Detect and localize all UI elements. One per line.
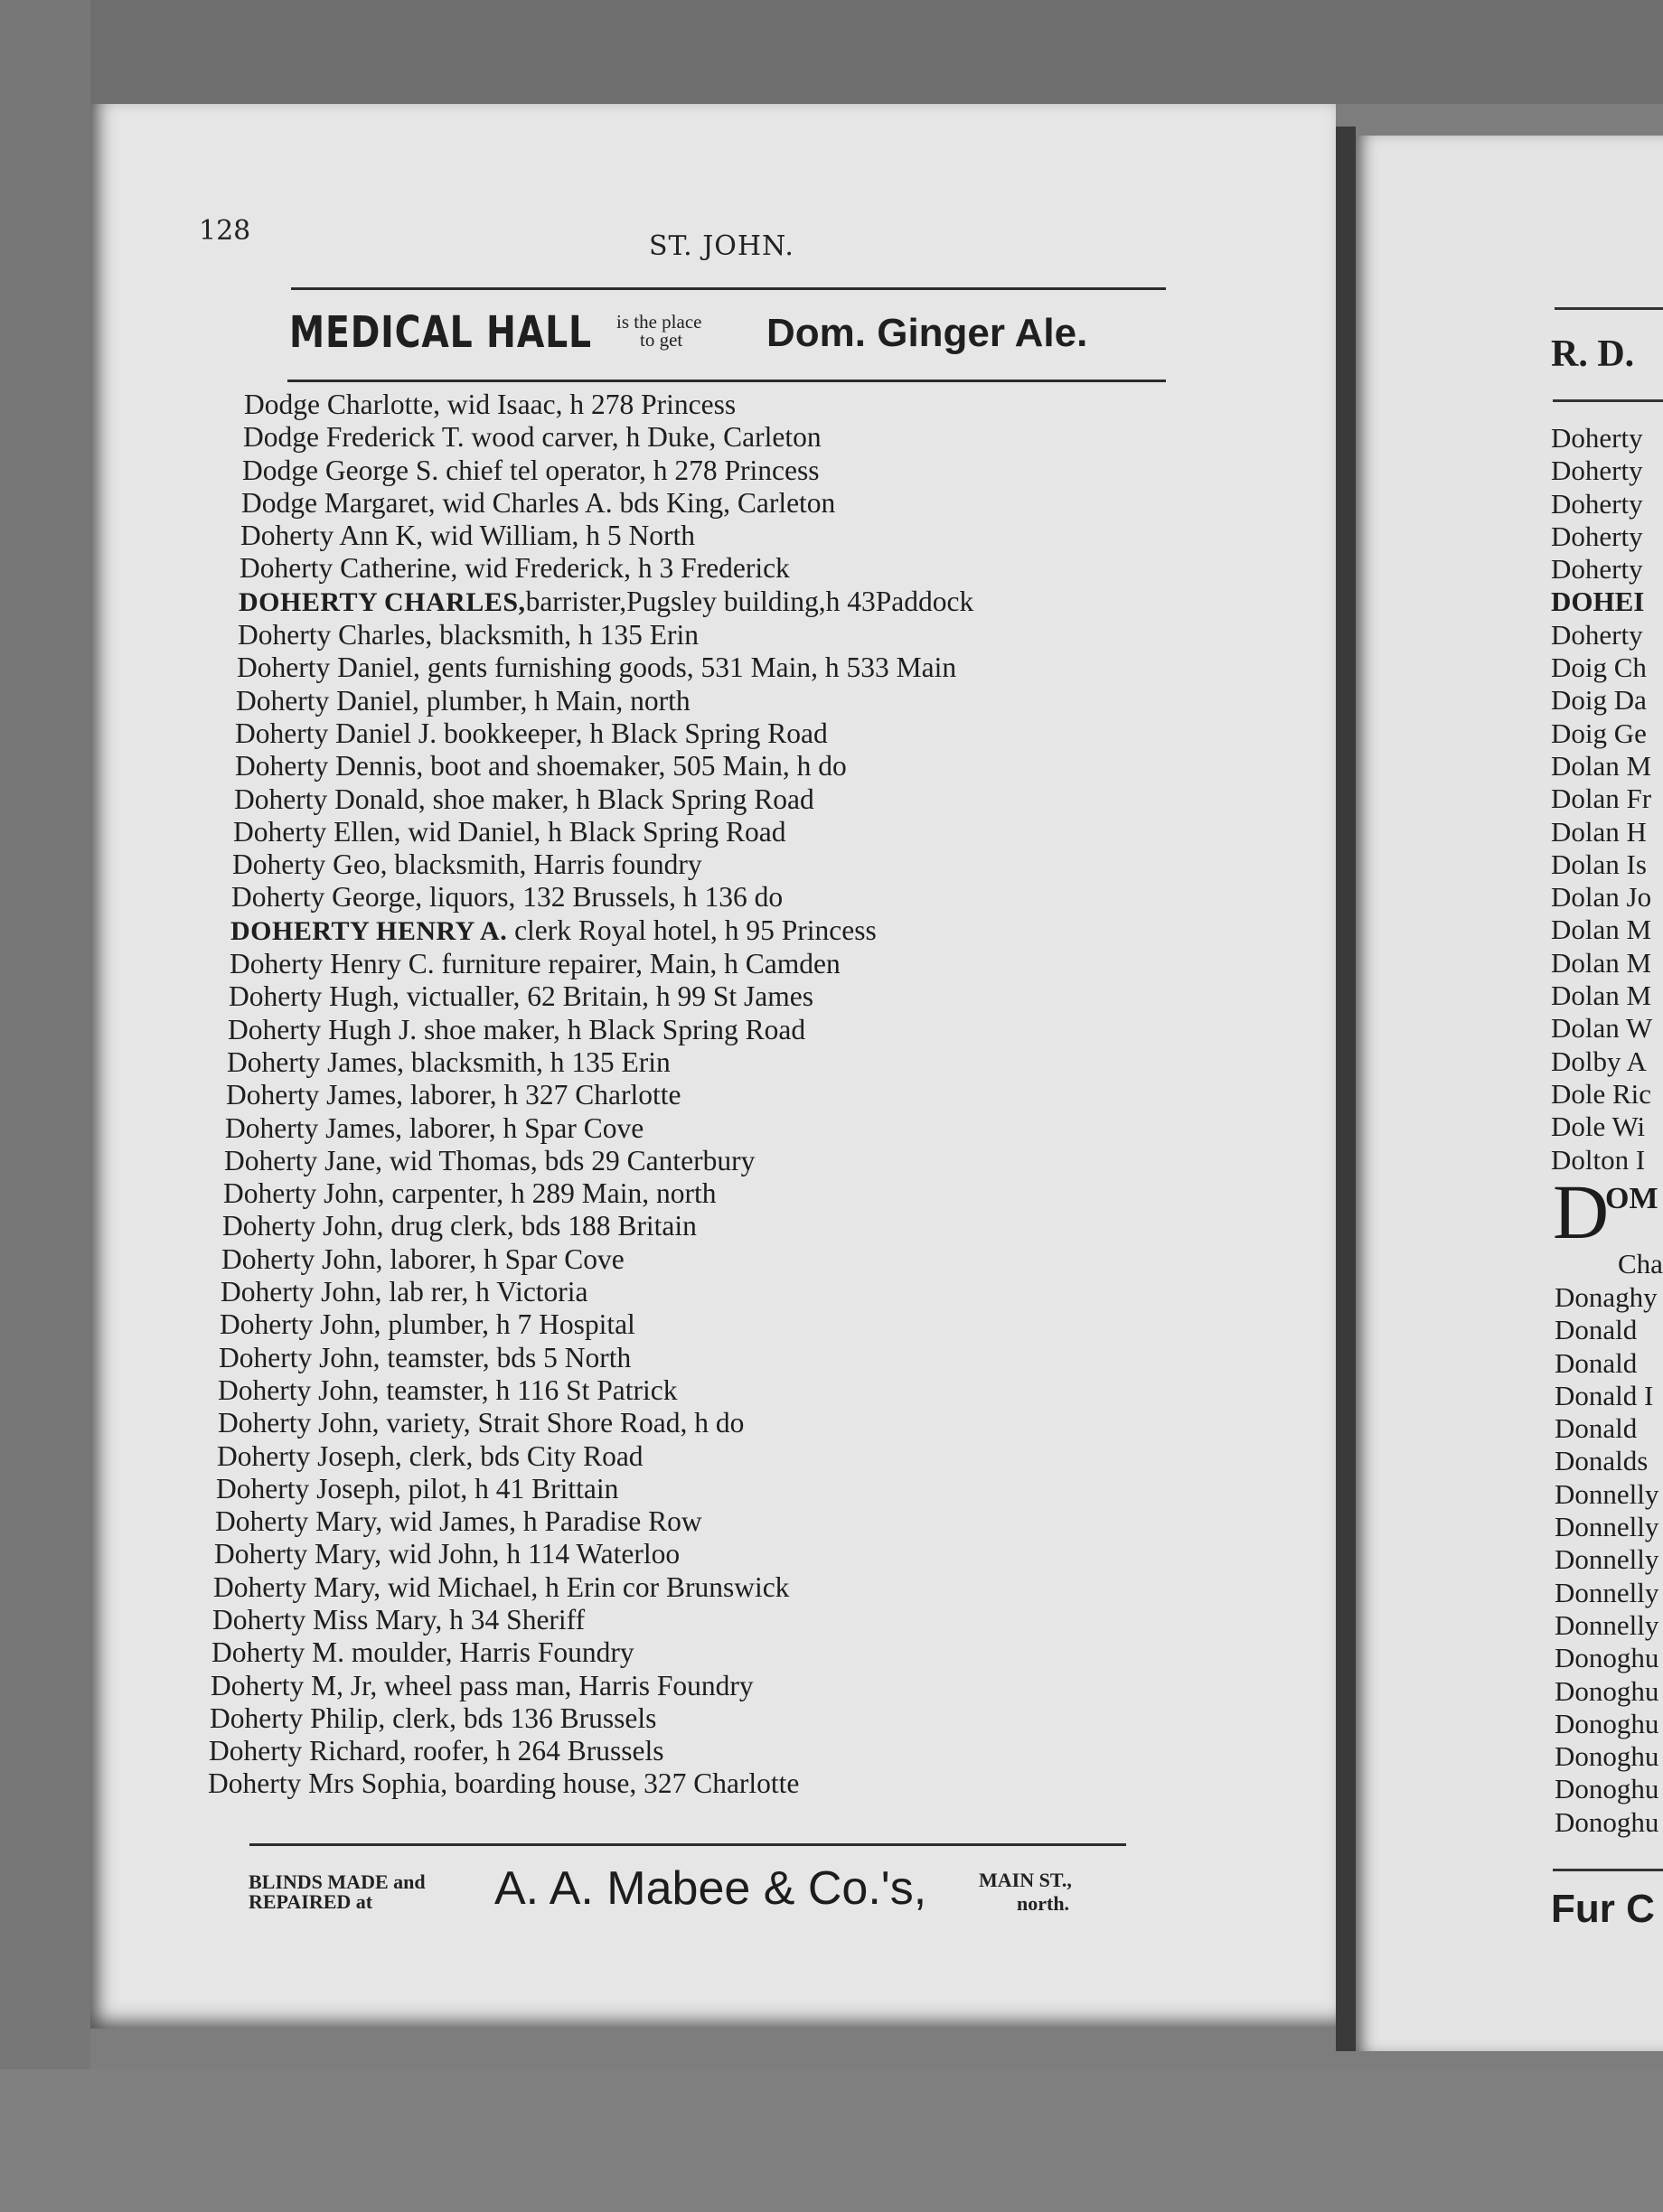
directory-entry bbox=[209, 1735, 1202, 1767]
directory-entry bbox=[213, 1571, 1202, 1604]
entry-text: Doherty Jane, wid Thomas, bds 29 Canterbury bbox=[224, 1144, 756, 1176]
right-entry: Doherty bbox=[1551, 553, 1643, 586]
right-entry: Donoghu bbox=[1555, 1642, 1659, 1674]
directory-entry bbox=[211, 1670, 1202, 1702]
directory-entry bbox=[221, 1276, 1202, 1308]
entry-text: Doherty Mary, wid James, h Paradise Row bbox=[215, 1505, 702, 1538]
directory-entry bbox=[243, 421, 1202, 454]
right-entry: Donoghu bbox=[1555, 1674, 1659, 1707]
entry-text: Doherty M. moulder, Harris Foundry bbox=[211, 1636, 634, 1669]
right-entry: Doherty bbox=[1551, 455, 1643, 487]
directory-entry bbox=[238, 619, 1202, 651]
entry-text: Doherty John, drug clerk, bds 188 Britain bbox=[222, 1210, 697, 1242]
entry-bold-name: DOHERTY CHARLES, bbox=[239, 586, 526, 617]
entry-text: Doherty Mary, wid Michael, h Erin cor Brunswick bbox=[213, 1570, 790, 1603]
entry-text: Doherty Daniel, gents furnishing goods, 531 Main, h 533 Main bbox=[237, 651, 957, 684]
right-footer-rule bbox=[1553, 1869, 1663, 1871]
entry-text: Doherty Joseph, pilot, h 41 Brittain bbox=[216, 1472, 619, 1504]
right-entry: Donaghy bbox=[1555, 1281, 1658, 1313]
directory-entry bbox=[235, 717, 1202, 750]
entry-text: Doherty Charles, blacksmith, h 135 Erin bbox=[238, 619, 700, 651]
entry-text: Doherty Richard, roofer, h 264 Brussels bbox=[209, 1735, 664, 1767]
right-entry: Doig Ge bbox=[1551, 717, 1647, 749]
directory-entry bbox=[212, 1604, 1202, 1636]
entry-text: Doherty James, blacksmith, h 135 Erin bbox=[227, 1045, 671, 1078]
entry-text: Doherty James, laborer, h Spar Cove bbox=[225, 1111, 644, 1144]
entry-text: Doherty Miss Mary, h 34 Sheriff bbox=[212, 1603, 586, 1636]
scan-border-bottom bbox=[0, 2069, 1663, 2212]
entry-text: Dodge George S. chief tel operator, h 278 Princess bbox=[242, 454, 820, 486]
right-entry: Dolan M bbox=[1551, 749, 1652, 782]
right-entry: Dole Wi bbox=[1551, 1111, 1646, 1143]
right-entry: Dolan Jo bbox=[1551, 881, 1652, 914]
right-entry: Donald bbox=[1555, 1412, 1638, 1445]
right-entry: Dolan M bbox=[1551, 979, 1652, 1012]
directory-entry bbox=[229, 980, 1202, 1013]
scan-border-top bbox=[0, 0, 1663, 104]
right-entry: Donalds bbox=[1555, 1445, 1649, 1477]
right-entry: Doig Ch bbox=[1551, 651, 1647, 684]
ad-tagline-line2: to get bbox=[640, 329, 683, 351]
directory-entry bbox=[233, 816, 1202, 848]
directory-entry bbox=[227, 1046, 1202, 1079]
right-entry: Dolby A bbox=[1551, 1045, 1647, 1077]
directory-entry bbox=[220, 1308, 1202, 1341]
directory-entry bbox=[240, 520, 1202, 552]
directory-entry bbox=[231, 881, 1202, 914]
scan-border-left bbox=[0, 0, 90, 2212]
right-entry: Doherty bbox=[1551, 422, 1643, 454]
entry-text: Doherty Catherine, wid Frederick, h 3 Frederick bbox=[240, 552, 790, 585]
directory-entry bbox=[211, 1636, 1202, 1669]
bottom-advertisement bbox=[249, 1861, 1152, 1934]
right-page-entries-top bbox=[1551, 422, 1663, 1176]
right-entry: Donnelly bbox=[1555, 1477, 1659, 1510]
entry-text: Doherty Hugh, victualler, 62 Britain, h 99 St James bbox=[229, 980, 814, 1013]
right-header-rule bbox=[1555, 307, 1663, 310]
right-entry: Dole Ric bbox=[1551, 1077, 1652, 1110]
entry-bold-name: DOHERTY HENRY A. bbox=[230, 915, 508, 946]
right-entry: Dolan M bbox=[1551, 946, 1652, 979]
entry-text: Dodge Margaret, wid Charles A. bds King, Carleton bbox=[241, 486, 836, 519]
right-entry: Donnelly bbox=[1555, 1608, 1659, 1641]
entry-text: Doherty Mary, wid John, h 114 Waterloo bbox=[214, 1538, 681, 1570]
section-heading-rest: OM bbox=[1605, 1182, 1658, 1215]
entry-text: Doherty Henry C. furniture repairer, Main, h Camden bbox=[230, 948, 841, 980]
section-drop-initial: D bbox=[1553, 1168, 1610, 1255]
entry-text: Doherty James, laborer, h 327 Charlotte bbox=[226, 1079, 681, 1111]
directory-entry bbox=[240, 552, 1202, 585]
right-entry: Donoghu bbox=[1555, 1740, 1659, 1773]
right-entry: Donald I bbox=[1555, 1379, 1654, 1411]
directory-entry bbox=[230, 948, 1202, 980]
directory-entry bbox=[239, 586, 1202, 619]
directory-entry bbox=[221, 1243, 1202, 1276]
entry-text: Doherty John, plumber, h 7 Hospital bbox=[220, 1308, 635, 1341]
directory-entry bbox=[217, 1440, 1202, 1473]
entry-text: clerk Royal hotel, h 95 Princess bbox=[507, 914, 877, 946]
right-entry: Doherty bbox=[1551, 487, 1643, 520]
entry-text: Doherty Daniel, plumber, h Main, north bbox=[236, 684, 691, 717]
right-entry: Donald bbox=[1555, 1346, 1638, 1379]
right-entry: Donoghu bbox=[1555, 1773, 1659, 1805]
directory-entry bbox=[218, 1407, 1202, 1439]
entry-text: Doherty John, teamster, h 116 St Patrick bbox=[218, 1373, 678, 1406]
right-entry: Dolton I bbox=[1551, 1143, 1646, 1176]
directory-entry bbox=[230, 914, 1202, 948]
entry-text: Doherty Ellen, wid Daniel, h Black Spring Road bbox=[233, 815, 786, 848]
running-head: ST. JOHN. bbox=[649, 230, 794, 262]
directory-entry bbox=[223, 1177, 1202, 1210]
top-advertisement bbox=[289, 298, 1166, 370]
right-entry: Donoghu bbox=[1555, 1707, 1659, 1739]
right-entry: Donnelly bbox=[1555, 1576, 1659, 1608]
ad-firm-name: A. A. Mabee & Co.'s, bbox=[494, 1862, 927, 1915]
directory-entry bbox=[216, 1473, 1202, 1505]
page-number: 128 bbox=[199, 215, 251, 247]
entry-text: Doherty John, carpenter, h 289 Main, north bbox=[223, 1177, 717, 1210]
entry-text: Doherty Daniel J. bookkeeper, h Black Spring Road bbox=[235, 717, 828, 749]
right-entry: Doig Da bbox=[1551, 684, 1647, 717]
entry-text: barrister,Pugsley building,h 43Paddock bbox=[525, 585, 974, 617]
directory-entry bbox=[214, 1538, 1202, 1570]
entry-text: Doherty Hugh J. shoe maker, h Black Spring Road bbox=[228, 1013, 806, 1045]
directory-entry bbox=[208, 1767, 1202, 1800]
entry-text: Doherty Philip, clerk, bds 136 Brussels bbox=[210, 1701, 657, 1734]
directory-entry bbox=[215, 1505, 1202, 1538]
entry-text: Doherty John, teamster, bds 5 North bbox=[219, 1341, 632, 1373]
directory-entry bbox=[234, 783, 1202, 816]
header-rule bbox=[291, 287, 1166, 290]
directory-entry bbox=[222, 1210, 1202, 1242]
directory-entry bbox=[232, 848, 1202, 881]
ad-lead-line1: BLINDS MADE and bbox=[249, 1870, 426, 1893]
right-page-footer: Fur C bbox=[1551, 1887, 1655, 1931]
book-gutter bbox=[1336, 127, 1356, 2051]
directory-entry bbox=[228, 1014, 1202, 1046]
entry-text: Doherty John, variety, Strait Shore Road, h do bbox=[218, 1407, 745, 1439]
directory-entry bbox=[235, 750, 1202, 783]
entry-text: Dodge Charlotte, wid Isaac, h 278 Princess bbox=[244, 389, 737, 420]
ad-product: Dom. Ginger Ale. bbox=[766, 311, 1088, 355]
entry-text: Doherty John, lab rer, h Victoria bbox=[221, 1276, 588, 1308]
entry-text: Doherty Ann K, wid William, h 5 North bbox=[240, 520, 695, 552]
right-entry: Donnelly bbox=[1555, 1511, 1659, 1543]
directory-entry bbox=[225, 1112, 1202, 1145]
entry-text: Doherty Joseph, clerk, bds City Road bbox=[217, 1439, 644, 1472]
directory-entry bbox=[226, 1079, 1202, 1111]
directory-entry bbox=[241, 487, 1202, 520]
ad-lead-line2: REPAIRED at bbox=[249, 1890, 373, 1913]
directory-entry bbox=[224, 1145, 1202, 1177]
directory-entries bbox=[208, 389, 1202, 1801]
directory-entry bbox=[210, 1702, 1202, 1735]
ad-divider-rule bbox=[287, 380, 1166, 382]
entry-text: Doherty John, laborer, h Spar Cove bbox=[221, 1242, 625, 1275]
ad-business-name: MEDICAL HALL bbox=[289, 307, 592, 358]
right-entry: Dolan Is bbox=[1551, 848, 1647, 880]
right-entry: DOHEI bbox=[1551, 586, 1645, 618]
right-page-header: R. D. bbox=[1551, 333, 1635, 375]
right-entry: Dolan H bbox=[1551, 815, 1647, 848]
entry-text: Doherty Dennis, boot and shoemaker, 505 Main, h do bbox=[235, 750, 847, 783]
entry-text: Dodge Frederick T. wood carver, h Duke, Carleton bbox=[243, 421, 822, 454]
footer-rule bbox=[249, 1843, 1126, 1846]
entry-text: Doherty Donald, shoe maker, h Black Spring Road bbox=[234, 783, 814, 815]
directory-entry bbox=[242, 455, 1202, 487]
entry-text: Doherty Geo, blacksmith, Harris foundry bbox=[232, 848, 702, 881]
entry-text: Doherty Mrs Sophia, boarding house, 327 Charlotte bbox=[208, 1767, 800, 1800]
ad-location-line1: MAIN ST., bbox=[979, 1869, 1072, 1891]
section-subline: Cha bbox=[1618, 1248, 1663, 1279]
right-entry: Dolan W bbox=[1551, 1012, 1653, 1045]
right-entry: Donald bbox=[1555, 1314, 1638, 1346]
ad-location-line2: north. bbox=[1017, 1892, 1070, 1915]
directory-entry bbox=[219, 1342, 1202, 1374]
directory-entry bbox=[218, 1374, 1202, 1407]
right-entry: Donoghu bbox=[1555, 1805, 1659, 1838]
ad-tagline-line1: is the place bbox=[616, 311, 702, 333]
right-entry: Dolan Fr bbox=[1551, 783, 1652, 815]
directory-entry bbox=[236, 685, 1202, 717]
right-entry: Doherty bbox=[1551, 520, 1643, 552]
right-page-entries-bottom bbox=[1555, 1281, 1663, 1839]
right-entry: Donnelly bbox=[1555, 1543, 1659, 1576]
directory-entry bbox=[244, 389, 1202, 421]
directory-entry bbox=[237, 651, 1202, 684]
right-entry: Doherty bbox=[1551, 618, 1643, 651]
entry-text: Doherty George, liquors, 132 Brussels, h 136 do bbox=[231, 881, 784, 914]
entry-text: Doherty M, Jr, wheel pass man, Harris Foundry bbox=[211, 1669, 754, 1701]
right-ad-rule bbox=[1553, 399, 1663, 402]
right-entry: Dolan M bbox=[1551, 914, 1652, 946]
